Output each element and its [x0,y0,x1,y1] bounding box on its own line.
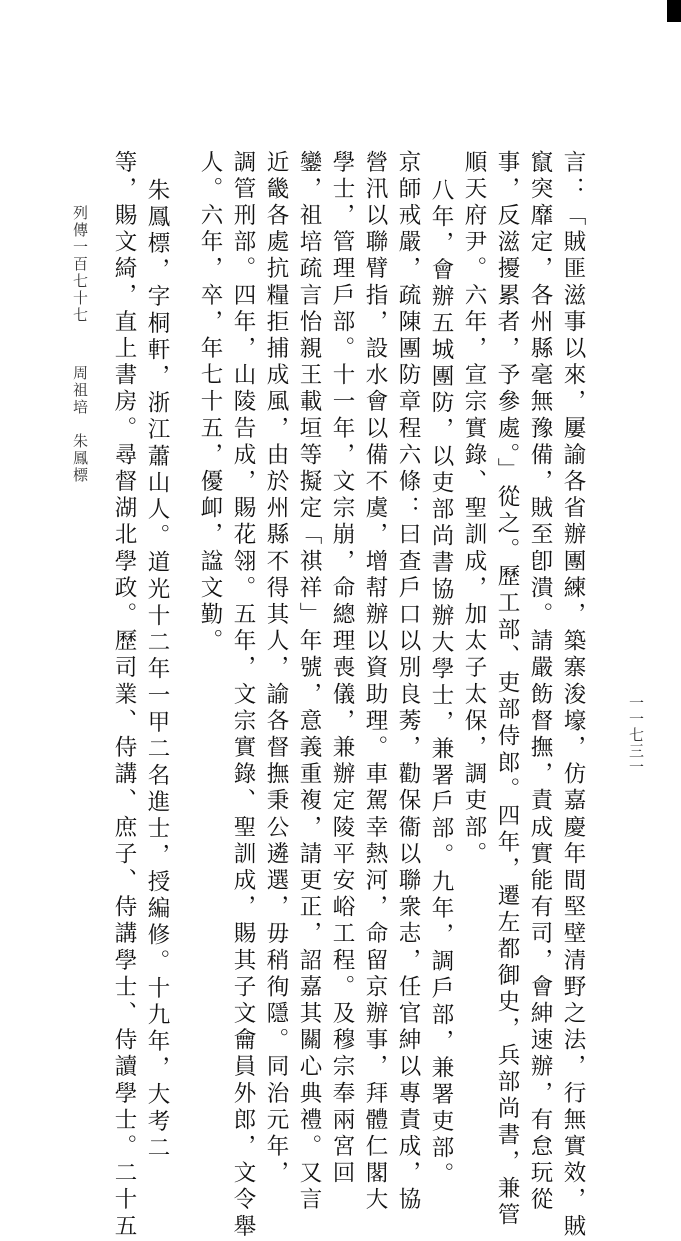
page-number: 一一七三一 [627,695,645,775]
scan-corner-mark [667,0,681,22]
text-column-1: 言：「賊匪滋事以來，屢諭各省辦團練，築寨浚壕，仿嘉慶年間堅壁清野之法，行無實效，賊 [560,150,586,1241]
text-column-10: 近畿各處抗糧拒捕成風，由於州縣不得其人，諭各督撫秉公遴選，毋稍徇隱。同治元年， [263,150,289,1188]
text-column-13: 朱鳳標，字桐軒，浙江蕭山人。道光十二年一甲二名進士，授編修。十九年，大考二 [144,178,170,1163]
text-column-11: 調管刑部。四年，山陵告成，賜花翎。五年，文宗實錄、聖訓成，賜其子文龠員外郎，文令舉 [230,150,256,1241]
text-column-9: 鑾，祖培疏言怡親王載垣等擬定「祺祥」年號，意義重複，請更正，詔嘉其關心典禮。又言 [296,150,322,1214]
text-column-7: 營汛以聯臂指，設水會以備不虞，增幇辦以資助理。車駕幸熱河，命留京辦事，拜體仁閣大 [362,150,388,1214]
text-column-5: 八年，會辦五城團防，以吏部尚書協辦大學士，兼署戶部。九年，調戶部，兼署吏部。 [428,178,454,1189]
text-column-14: 等，賜文綺，直上書房。尋督湖北學政。歷司業、侍講、庶子、侍講學士、侍讀學士。二十五 [111,150,137,1241]
names-header: 周祖培 朱鳳標 [71,365,89,484]
text-column-6: 京師戒嚴，疏陳團防章程六條：曰查戶口以別良莠，勸保衞以聯衆志，任官紳以專責成，協 [395,150,421,1214]
text-column-3: 事，反滋擾累者，予參處。」從之。歷工部、吏部侍郎。四年，遷左都御史，兵部尚書，兼管 [494,150,520,1230]
text-column-2: 竄突靡定，各州縣毫無豫備，賊至卽潰。請嚴飭督撫，責成實能有司，會紳速辦，有怠玩從 [527,150,553,1214]
volume-header: 列傳一百七十七 [71,205,89,324]
text-column-12: 人。六年，卒，年七十五，優卹，諡文勤。 [197,150,223,656]
text-column-4: 順天府尹。六年，宣宗實錄、聖訓成，加太子太保，調吏部。 [461,150,487,869]
text-column-8: 學士，管理戶部。十一年，文宗崩，命總理喪儀，兼辦定陵平安峪工程。及穆宗奉兩宮回 [329,150,355,1188]
